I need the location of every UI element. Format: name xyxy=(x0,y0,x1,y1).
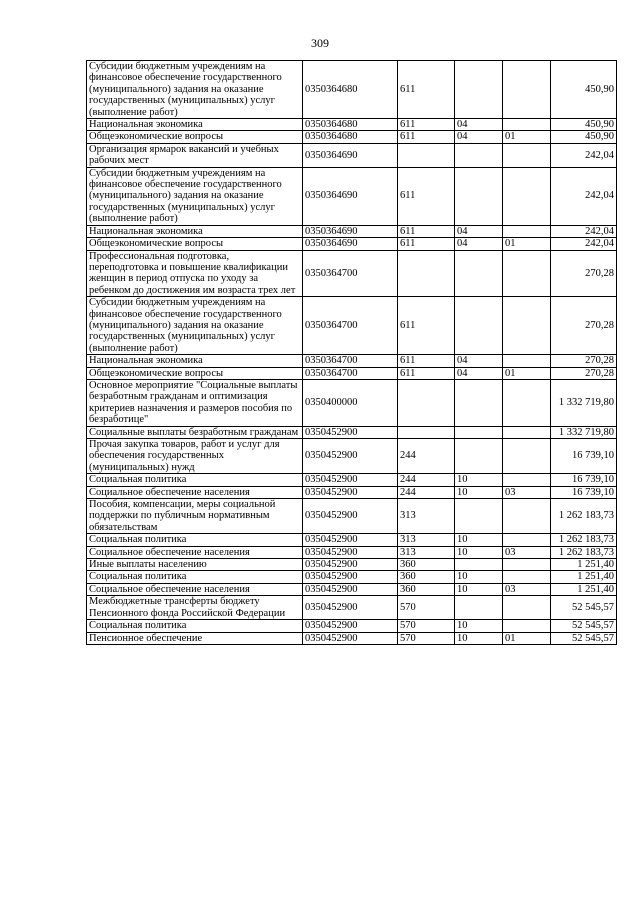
row-amount: 450,90 xyxy=(551,61,617,119)
row-amount: 1 262 183,73 xyxy=(551,499,617,534)
row-code: 0350452900 xyxy=(303,596,398,620)
row-subsection xyxy=(503,379,551,426)
table-row xyxy=(87,367,617,379)
row-name: Иные выплаты населению xyxy=(87,559,303,571)
row-name: Субсидии бюджетным учреждениям на финансовое обеспечение государственного (муниципального) задания на оказание государственных (муниципальных) услуг (выполнение работ) xyxy=(87,297,303,355)
row-subsection: 01 xyxy=(503,238,551,250)
table-row xyxy=(87,131,617,143)
row-subsection xyxy=(503,596,551,620)
table-row xyxy=(87,499,617,534)
row-expense-type: 313 xyxy=(398,499,455,534)
row-amount: 1 251,40 xyxy=(551,583,617,595)
row-section: 10 xyxy=(455,620,503,632)
row-section xyxy=(455,596,503,620)
row-name: Общеэкономические вопросы xyxy=(87,367,303,379)
row-amount: 270,28 xyxy=(551,367,617,379)
row-expense-type: 611 xyxy=(398,61,455,119)
row-code: 0350452900 xyxy=(303,546,398,558)
row-code: 0350364680 xyxy=(303,119,398,131)
row-subsection xyxy=(503,61,551,119)
row-expense-type: 313 xyxy=(398,534,455,546)
row-name: Социальная политика xyxy=(87,474,303,486)
row-expense-type xyxy=(398,143,455,167)
row-section xyxy=(455,439,503,474)
row-name: Социальные выплаты безработным гражданам xyxy=(87,426,303,438)
row-expense-type: 570 xyxy=(398,596,455,620)
row-section: 10 xyxy=(455,546,503,558)
row-expense-type: 244 xyxy=(398,439,455,474)
row-expense-type: 360 xyxy=(398,571,455,583)
row-subsection xyxy=(503,439,551,474)
row-expense-type: 313 xyxy=(398,546,455,558)
row-subsection xyxy=(503,250,551,297)
row-amount: 1 251,40 xyxy=(551,559,617,571)
table-row xyxy=(87,571,617,583)
row-code: 0350452900 xyxy=(303,583,398,595)
row-section: 04 xyxy=(455,367,503,379)
table-row xyxy=(87,546,617,558)
row-subsection: 01 xyxy=(503,367,551,379)
table-row xyxy=(87,297,617,355)
table-row xyxy=(87,119,617,131)
row-amount: 450,90 xyxy=(551,131,617,143)
row-expense-type xyxy=(398,379,455,426)
row-section: 04 xyxy=(455,355,503,367)
table-row xyxy=(87,426,617,438)
row-expense-type: 244 xyxy=(398,486,455,498)
table-row xyxy=(87,379,617,426)
row-section xyxy=(455,426,503,438)
row-section: 10 xyxy=(455,534,503,546)
row-name: Национальная экономика xyxy=(87,119,303,131)
row-code: 0350452900 xyxy=(303,474,398,486)
row-code: 0350452900 xyxy=(303,559,398,571)
row-name: Организация ярмарок вакансий и учебных рабочих мест xyxy=(87,143,303,167)
row-amount: 242,04 xyxy=(551,167,617,225)
row-section: 10 xyxy=(455,486,503,498)
row-subsection: 01 xyxy=(503,632,551,644)
row-expense-type: 611 xyxy=(398,119,455,131)
row-subsection xyxy=(503,474,551,486)
table-row xyxy=(87,250,617,297)
row-name: Социальное обеспечение населения xyxy=(87,546,303,558)
row-code: 0350364680 xyxy=(303,131,398,143)
row-expense-type xyxy=(398,250,455,297)
row-name: Социальная политика xyxy=(87,534,303,546)
row-subsection xyxy=(503,119,551,131)
row-name: Национальная экономика xyxy=(87,355,303,367)
row-expense-type: 611 xyxy=(398,131,455,143)
row-code: 0350364690 xyxy=(303,167,398,225)
row-subsection xyxy=(503,620,551,632)
row-code: 0350452900 xyxy=(303,499,398,534)
row-section: 10 xyxy=(455,571,503,583)
row-code: 0350452900 xyxy=(303,426,398,438)
row-subsection xyxy=(503,297,551,355)
row-code: 0350364680 xyxy=(303,61,398,119)
row-section: 04 xyxy=(455,238,503,250)
row-section xyxy=(455,297,503,355)
row-section: 10 xyxy=(455,583,503,595)
row-name: Основное мероприятие "Социальные выплаты безработным гражданам и оптимизация критериев назначения и размеров пособия по безработице" xyxy=(87,379,303,426)
table-row xyxy=(87,620,617,632)
row-section xyxy=(455,167,503,225)
row-code: 0350364690 xyxy=(303,143,398,167)
row-name: Общеэкономические вопросы xyxy=(87,131,303,143)
row-section xyxy=(455,143,503,167)
row-section xyxy=(455,61,503,119)
row-expense-type xyxy=(398,426,455,438)
row-code: 0350452900 xyxy=(303,620,398,632)
table-row xyxy=(87,167,617,225)
table-row xyxy=(87,238,617,250)
row-amount: 52 545,57 xyxy=(551,632,617,644)
row-code: 0350452900 xyxy=(303,571,398,583)
row-name: Социальное обеспечение населения xyxy=(87,583,303,595)
table-row xyxy=(87,632,617,644)
row-name: Субсидии бюджетным учреждениям на финансовое обеспечение государственного (муниципального) задания на оказание государственных (муниципальных) услуг (выполнение работ) xyxy=(87,167,303,225)
row-name: Профессиональная подготовка, переподготовка и повышение квалификации женщин в период отпуска по уходу за ребенком до достижения им возраста трех лет xyxy=(87,250,303,297)
row-section: 04 xyxy=(455,131,503,143)
row-subsection xyxy=(503,143,551,167)
row-section: 10 xyxy=(455,632,503,644)
table-row xyxy=(87,596,617,620)
row-code: 0350400000 xyxy=(303,379,398,426)
row-name: Социальная политика xyxy=(87,571,303,583)
row-expense-type: 611 xyxy=(398,225,455,237)
table-row xyxy=(87,559,617,571)
row-subsection xyxy=(503,534,551,546)
row-code: 0350452900 xyxy=(303,486,398,498)
row-name: Пенсионное обеспечение xyxy=(87,632,303,644)
row-section: 04 xyxy=(455,119,503,131)
row-subsection: 01 xyxy=(503,131,551,143)
row-code: 0350364700 xyxy=(303,367,398,379)
row-code: 0350364690 xyxy=(303,238,398,250)
table-row xyxy=(87,474,617,486)
row-expense-type: 570 xyxy=(398,620,455,632)
row-expense-type: 611 xyxy=(398,297,455,355)
row-amount: 16 739,10 xyxy=(551,486,617,498)
table-row xyxy=(87,355,617,367)
row-expense-type: 244 xyxy=(398,474,455,486)
row-code: 0350364700 xyxy=(303,250,398,297)
row-code: 0350452900 xyxy=(303,439,398,474)
row-section xyxy=(455,379,503,426)
table-row xyxy=(87,534,617,546)
row-section: 04 xyxy=(455,225,503,237)
row-expense-type: 611 xyxy=(398,238,455,250)
row-amount: 1 332 719,80 xyxy=(551,426,617,438)
row-amount: 270,28 xyxy=(551,297,617,355)
page-number: 309 xyxy=(311,36,329,50)
row-expense-type: 611 xyxy=(398,367,455,379)
row-subsection xyxy=(503,167,551,225)
table-row xyxy=(87,61,617,119)
row-expense-type: 360 xyxy=(398,559,455,571)
row-expense-type: 611 xyxy=(398,355,455,367)
table-row xyxy=(87,143,617,167)
row-name: Межбюджетные трансферты бюджету Пенсионного фонда Российской Федерации xyxy=(87,596,303,620)
row-code: 0350364700 xyxy=(303,297,398,355)
row-subsection xyxy=(503,355,551,367)
row-subsection xyxy=(503,426,551,438)
budget-table xyxy=(86,60,617,645)
row-subsection xyxy=(503,571,551,583)
row-name: Пособия, компенсации, меры социальной поддержки по публичным нормативным обязательствам xyxy=(87,499,303,534)
row-subsection xyxy=(503,559,551,571)
row-name: Прочая закупка товаров, работ и услуг для обеспечения государственных (муниципальных) нужд xyxy=(87,439,303,474)
row-expense-type: 570 xyxy=(398,632,455,644)
table-row xyxy=(87,583,617,595)
row-expense-type: 360 xyxy=(398,583,455,595)
row-section: 10 xyxy=(455,474,503,486)
row-code: 0350364700 xyxy=(303,355,398,367)
row-amount: 16 739,10 xyxy=(551,474,617,486)
budget-table-body xyxy=(87,61,617,645)
row-amount: 450,90 xyxy=(551,119,617,131)
row-code: 0350452900 xyxy=(303,534,398,546)
row-amount: 1 332 719,80 xyxy=(551,379,617,426)
row-section xyxy=(455,559,503,571)
row-amount: 52 545,57 xyxy=(551,620,617,632)
row-subsection xyxy=(503,225,551,237)
row-subsection xyxy=(503,499,551,534)
row-section xyxy=(455,499,503,534)
table-row xyxy=(87,486,617,498)
row-code: 0350452900 xyxy=(303,632,398,644)
row-subsection: 03 xyxy=(503,583,551,595)
row-name: Национальная экономика xyxy=(87,225,303,237)
row-amount: 270,28 xyxy=(551,355,617,367)
row-code: 0350364690 xyxy=(303,225,398,237)
row-name: Социальная политика xyxy=(87,620,303,632)
row-amount: 1 251,40 xyxy=(551,571,617,583)
row-expense-type: 611 xyxy=(398,167,455,225)
row-amount: 1 262 183,73 xyxy=(551,546,617,558)
table-row xyxy=(87,225,617,237)
row-amount: 16 739,10 xyxy=(551,439,617,474)
row-name: Общеэкономические вопросы xyxy=(87,238,303,250)
row-amount: 1 262 183,73 xyxy=(551,534,617,546)
row-amount: 270,28 xyxy=(551,250,617,297)
row-subsection: 03 xyxy=(503,486,551,498)
row-section xyxy=(455,250,503,297)
row-amount: 52 545,57 xyxy=(551,596,617,620)
row-subsection: 03 xyxy=(503,546,551,558)
row-amount: 242,04 xyxy=(551,143,617,167)
row-amount: 242,04 xyxy=(551,225,617,237)
row-name: Социальное обеспечение населения xyxy=(87,486,303,498)
table-row xyxy=(87,439,617,474)
row-name: Субсидии бюджетным учреждениям на финансовое обеспечение государственного (муниципального) задания на оказание государственных (муниципальных) услуг (выполнение работ) xyxy=(87,61,303,119)
row-amount: 242,04 xyxy=(551,238,617,250)
